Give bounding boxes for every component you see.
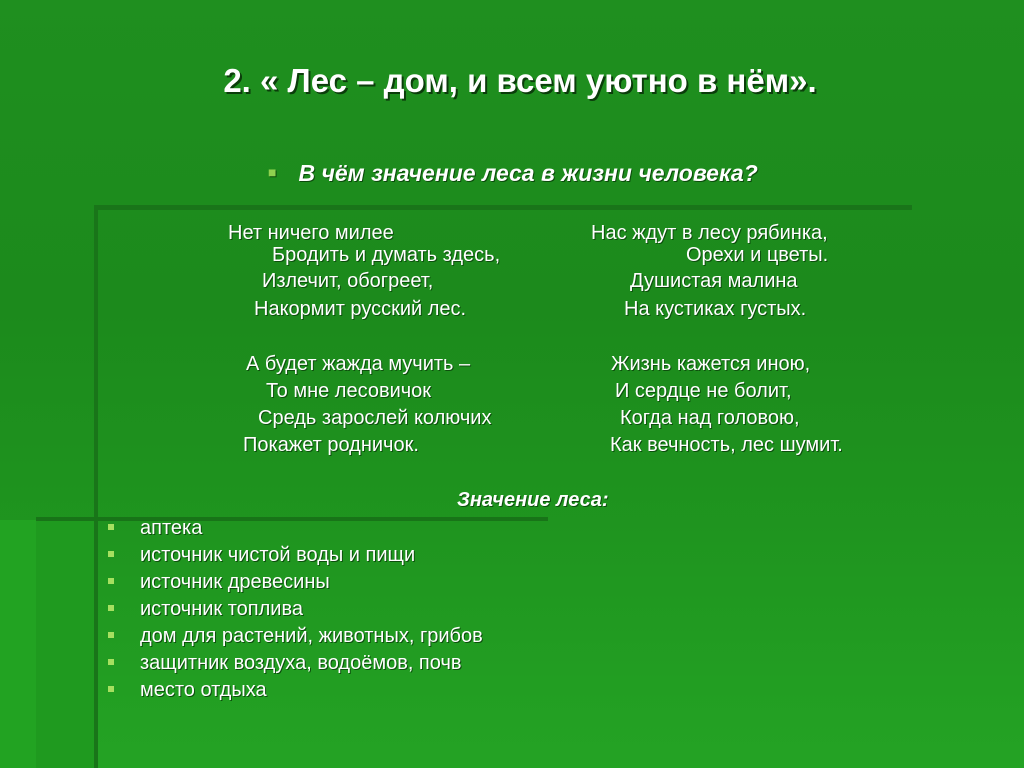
square-bullet-icon — [108, 605, 114, 611]
meaning-list — [108, 515, 483, 704]
list-item: аптека — [108, 515, 483, 542]
poem-line: Как вечность, лес шумит. — [610, 434, 843, 456]
poem-line: Нет ничего милее — [228, 222, 394, 244]
list-item: источник древесины — [108, 569, 483, 596]
meaning-heading: Значение леса: — [457, 489, 609, 511]
decor-band-left-inner — [36, 520, 94, 768]
poem-line: То мне лесовичок — [266, 380, 432, 402]
poem-line: Средь зарослей колючих — [258, 407, 492, 429]
list-item: дом для растений, животных, грибов — [108, 623, 483, 650]
square-bullet-icon: ■ — [268, 164, 277, 180]
question — [268, 160, 758, 187]
square-bullet-icon — [108, 659, 114, 665]
square-bullet-icon — [108, 632, 114, 638]
poem-line: А будет жажда мучить – — [246, 353, 471, 375]
poem-line: Душистая малина — [630, 270, 798, 292]
square-bullet-icon — [108, 578, 114, 584]
poem-line: Нас ждут в лесу рябинка, — [591, 222, 828, 244]
poem-line: Орехи и цветы. — [686, 244, 829, 266]
poem-line: Жизнь кажется иною, — [611, 353, 811, 375]
square-bullet-icon — [108, 686, 114, 692]
poem-line: И сердце не болит, — [615, 380, 792, 402]
poem-line: На кустиках густых. — [624, 298, 807, 320]
poem-line: Бродить и думать здесь, — [272, 244, 501, 266]
list-item: источник топлива — [108, 596, 483, 623]
decor-line-top — [94, 205, 912, 210]
list-item: место отдыха — [108, 677, 483, 704]
poem-line: Покажет родничок. — [243, 434, 419, 456]
decor-line-vertical — [94, 205, 98, 768]
question-text: В чём значение леса в жизни человека? — [298, 160, 758, 186]
list-item: источник чистой воды и пищи — [108, 542, 483, 569]
square-bullet-icon — [108, 551, 114, 557]
slide-title: 2. « Лес – дом, и всем уютно в нём». — [223, 62, 817, 99]
poem-line: Накормит русский лес. — [254, 298, 467, 320]
square-bullet-icon — [108, 524, 114, 530]
poem-line: Излечит, обогреет, — [262, 270, 434, 292]
decor-band-left — [0, 520, 36, 768]
list-item: защитник воздуха, водоёмов, почв — [108, 650, 483, 677]
poem-line: Когда над головою, — [620, 407, 800, 429]
